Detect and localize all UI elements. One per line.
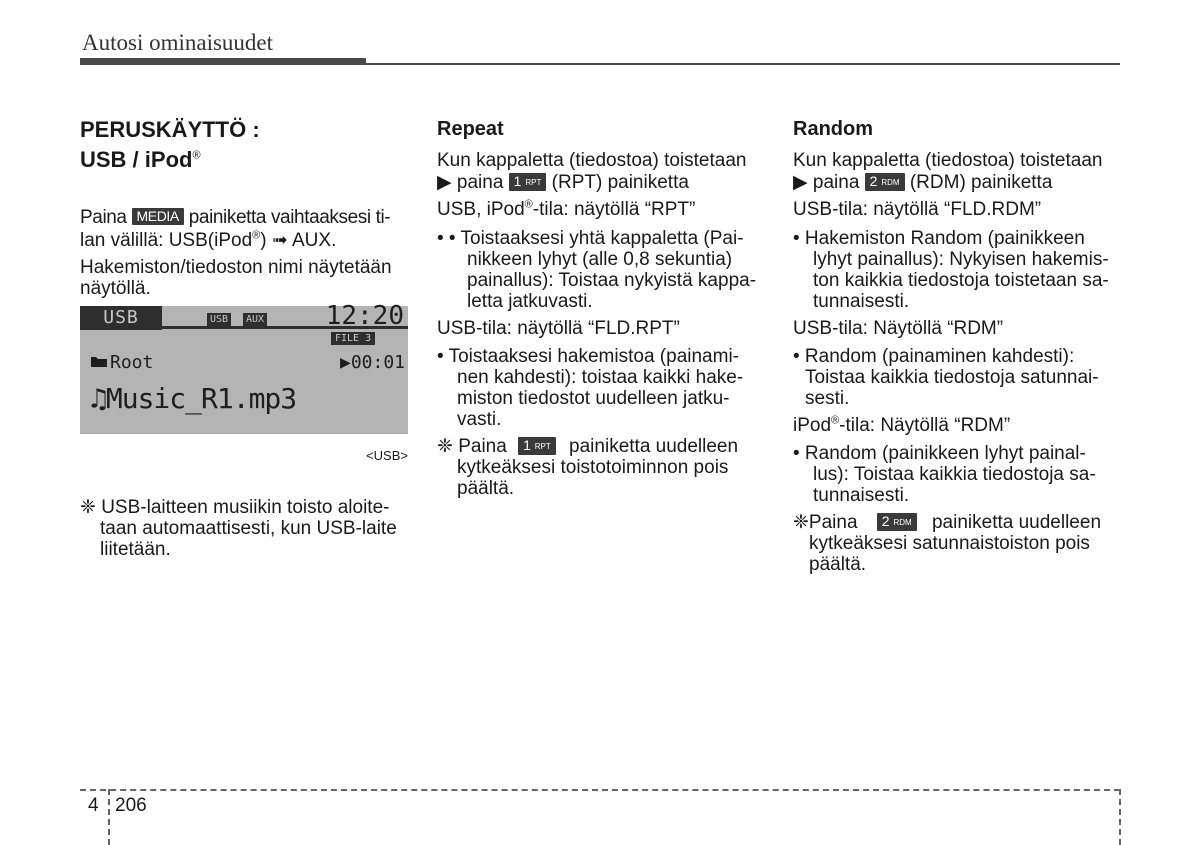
rdm-button-badge — [865, 173, 905, 191]
repeat-bullet1-line4: letta jatkuvasti. — [467, 291, 593, 312]
text: ▶ paina — [793, 172, 860, 193]
repeat-note-line2: kytkeäksesi toistotoiminnon pois — [457, 457, 729, 478]
badge-label: RDM — [881, 178, 900, 187]
random-bullet1-line4: tunnaisesti. — [813, 291, 910, 312]
subsection-heading-text: USB / iPod — [80, 147, 193, 172]
display-clock-text: 12:20 — [325, 301, 404, 331]
page-number-separator — [108, 789, 110, 845]
random-usb-rdm-mode: USB-tila: Näytöllä “RDM” — [793, 318, 1004, 339]
display-usb-tab: USB — [80, 306, 162, 330]
random-bullet1-line1: • Hakemiston Random (painikkeen — [793, 228, 1085, 249]
repeat-note-line1 — [437, 436, 764, 457]
page-number: 206 — [115, 795, 147, 816]
paragraph-media-line2 — [80, 230, 408, 251]
display-file-number: FILE 3 — [331, 332, 375, 345]
text: painiketta vaihtaaksesi ti- — [188, 207, 391, 228]
random-bullet2-line1: • Random (painaminen kahdesti): — [793, 346, 1075, 367]
repeat-bullet2-line3: miston tiedostot uudelleen jatku- — [457, 388, 730, 409]
repeat-usb-mode: USB-tila: näytöllä “FLD.RPT” — [437, 318, 680, 339]
header-rule — [80, 58, 366, 65]
folder-icon — [90, 354, 108, 368]
repeat-bullet1-line1: • • Toistaaksesi yhtä kappaletta (Pai- — [437, 228, 744, 249]
text: ❈ Paina — [437, 436, 507, 457]
random-press-line — [793, 172, 1120, 193]
random-note-line2: kytkeäksesi satunnaistoiston pois — [809, 533, 1090, 554]
registered-mark: ® — [192, 149, 201, 162]
text: (RDM) painiketta — [909, 172, 1053, 193]
repeat-bullet2-line1: • Toistaaksesi hakemistoa (painami- — [437, 346, 739, 367]
random-bullet3-line2: lus): Toistaa kaikkia tiedostoja sa- — [813, 464, 1096, 485]
text: -tila: Näytöllä “RDM” — [839, 415, 1011, 436]
repeat-bullet2-line2: nen kahdesti): toistaa kaikki hake- — [457, 367, 744, 388]
badge-label: RDM — [893, 518, 912, 527]
registered-mark: ® — [524, 198, 533, 211]
header-title: Autosi ominaisuudet — [82, 30, 274, 55]
note-line1: ❈ USB-laitteen musiikin toisto aloite- — [80, 497, 390, 518]
text: iPod — [793, 415, 832, 436]
figure-caption: <USB> — [366, 448, 408, 463]
chapter-number: 4 — [88, 795, 99, 816]
random-bullet2-line3: sesti. — [805, 388, 850, 409]
random-heading: Random — [793, 118, 873, 140]
paragraph-display-line1: Hakemiston/tiedoston nimi näytetään — [80, 257, 392, 278]
badge-number: 1 — [523, 437, 531, 453]
subsection-heading — [80, 147, 201, 173]
media-button-badge: MEDIA — [132, 208, 184, 225]
random-bullet3-line3: tunnaisesti. — [813, 485, 910, 506]
random-ipod-mode — [793, 415, 1120, 436]
badge-number: 1 — [513, 173, 522, 189]
text: (RPT) painiketta — [551, 172, 689, 193]
random-bullet3-line1: • Random (painikkeen lyhyt painal- — [793, 443, 1086, 464]
text: -tila: näytöllä “RPT” — [532, 199, 696, 220]
repeat-press-line — [437, 172, 764, 193]
repeat-bullet2-line4: vasti. — [457, 409, 502, 430]
display-aux-chip: AUX — [243, 313, 267, 326]
note-line2: taan automaattisesti, kun USB-laite — [100, 518, 397, 539]
footer-margin-line — [1119, 789, 1121, 845]
repeat-usb-ipod-mode — [437, 199, 764, 220]
rpt-button-badge — [509, 173, 547, 191]
badge-number: 2 — [869, 173, 878, 189]
random-bullet1-line3: ton kaikkia tiedostoja toistetaan sa- — [813, 270, 1109, 291]
text: USB, iPod — [437, 199, 525, 220]
display-folder-name: Root — [110, 352, 154, 373]
footer-rule — [80, 789, 1120, 791]
text: painiketta uudelleen — [931, 512, 1102, 533]
text: ❈Paina — [793, 512, 858, 533]
paragraph-display-line2: näytöllä. — [80, 278, 151, 299]
section-heading: PERUSKÄYTTÖ : — [80, 117, 260, 142]
random-note-line3: päältä. — [809, 554, 867, 575]
text: lan välillä: USB(iPod — [80, 230, 253, 251]
registered-mark: ® — [252, 229, 261, 242]
badge-number: 2 — [881, 513, 890, 529]
display-track-name: ♫Music_R1.mp3 — [90, 382, 297, 415]
repeat-bullet1-line3: painallus): Toistaa nykyistä kappa- — [467, 270, 757, 291]
badge-label: RPT — [525, 178, 542, 187]
repeat-note-line3: päältä. — [457, 478, 515, 499]
text: painiketta uudelleen — [569, 436, 739, 457]
rpt-button-badge — [518, 437, 556, 455]
text: ▶ paina — [437, 172, 504, 193]
badge-label: RPT — [534, 442, 551, 451]
random-usb-mode: USB-tila: näytöllä “FLD.RDM” — [793, 199, 1042, 220]
note-line3: liitetään. — [100, 539, 171, 560]
repeat-intro: Kun kappaletta (tiedostoa) toistetaan — [437, 150, 747, 171]
repeat-bullet1-line2: nikkeen lyhyt (alle 0,8 sekuntia) — [467, 249, 733, 270]
display-usb-chip: USB — [207, 313, 231, 326]
random-intro: Kun kappaletta (tiedostoa) toistetaan — [793, 150, 1103, 171]
text: Paina — [80, 207, 127, 228]
usb-display-illustration — [80, 301, 408, 434]
rdm-button-badge — [877, 513, 917, 531]
paragraph-media — [80, 207, 408, 228]
display-play-time: ▶00:01 — [340, 352, 406, 373]
header-rule-thin — [366, 63, 1120, 65]
random-note-line1 — [793, 512, 1120, 533]
repeat-heading: Repeat — [437, 118, 504, 140]
random-bullet2-line2: Toistaa kaikkia tiedostoja satunnai- — [805, 367, 1099, 388]
random-bullet1-line2: lyhyt painallus): Nykyisen hakemis- — [813, 249, 1109, 270]
registered-mark: ® — [831, 414, 840, 427]
text: ) ➟ AUX. — [260, 230, 337, 251]
